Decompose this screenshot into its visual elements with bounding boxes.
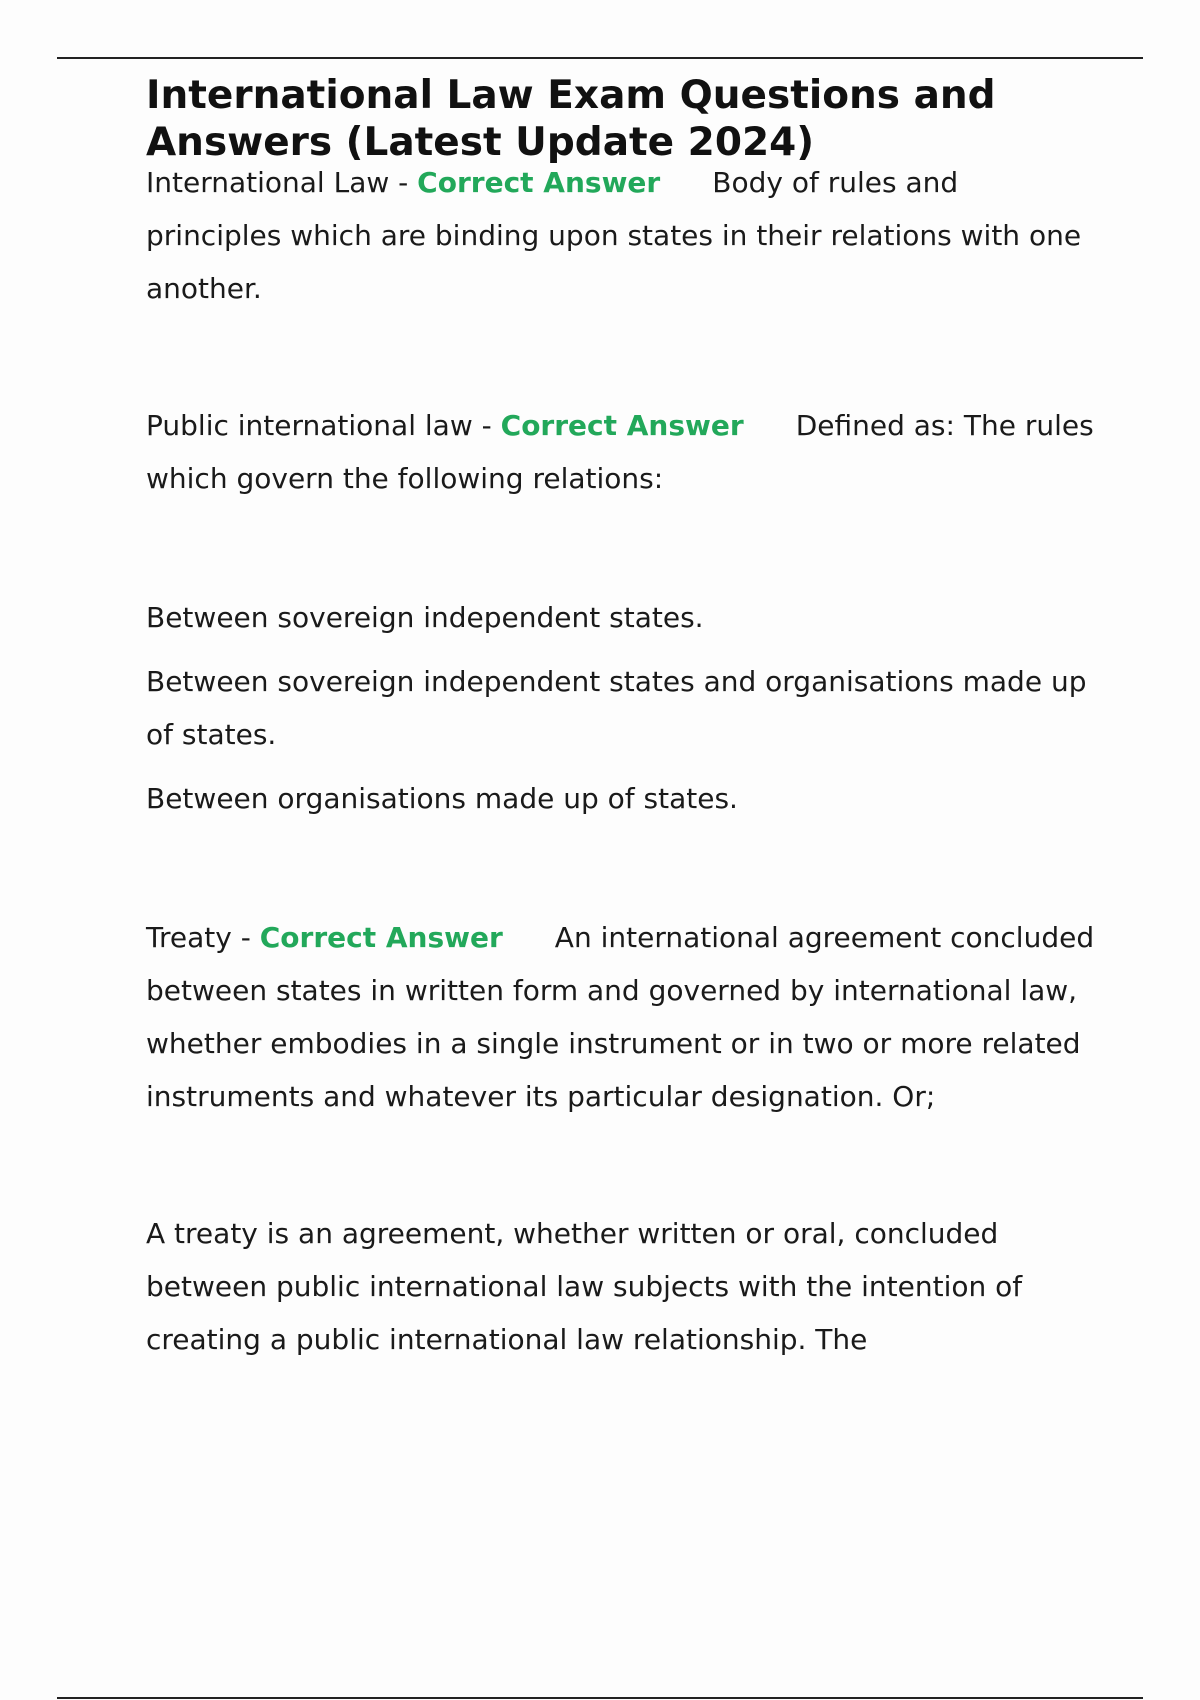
bottom-rule	[57, 1697, 1143, 1699]
relation-item: Between sovereign independent states.	[146, 601, 704, 634]
document-title: International Law Exam Questions and Answers (Latest Update 2024)	[146, 73, 996, 165]
answer-text: Body of rules and principles which are binding upon states in their relations with one another.	[146, 166, 1082, 305]
treaty-continuation: A treaty is an agreement, whether written or oral, concluded between public international law subjects with the intention of creating a public international law relationship. The	[146, 1217, 1023, 1356]
question-term: Treaty -	[146, 921, 260, 954]
relation-item: Between sovereign independent states and organisations made up of states.	[146, 665, 1087, 751]
answer-text: Defined as: The rules which govern the following relations:	[146, 409, 1094, 495]
question-term: International Law -	[146, 166, 418, 199]
question-term: Public international law -	[146, 409, 501, 442]
correct-answer-label: Correct Answer	[500, 409, 744, 442]
qa-entry-public-international-law	[146, 399, 1096, 505]
qa-entry-international-law	[146, 156, 1096, 315]
relation-item: Between organisations made up of states.	[146, 782, 738, 815]
top-rule	[57, 57, 1143, 59]
correct-answer-label: Correct Answer	[417, 166, 661, 199]
qa-entry-treaty	[146, 911, 1096, 1123]
answer-text: An international agreement concluded between states in written form and governed by international law, whether embodies in a single instrument or in two or more related instruments and whatever its particular designation. Or;	[146, 921, 1095, 1113]
correct-answer-label: Correct Answer	[259, 921, 503, 954]
document-body	[146, 72, 1096, 1366]
